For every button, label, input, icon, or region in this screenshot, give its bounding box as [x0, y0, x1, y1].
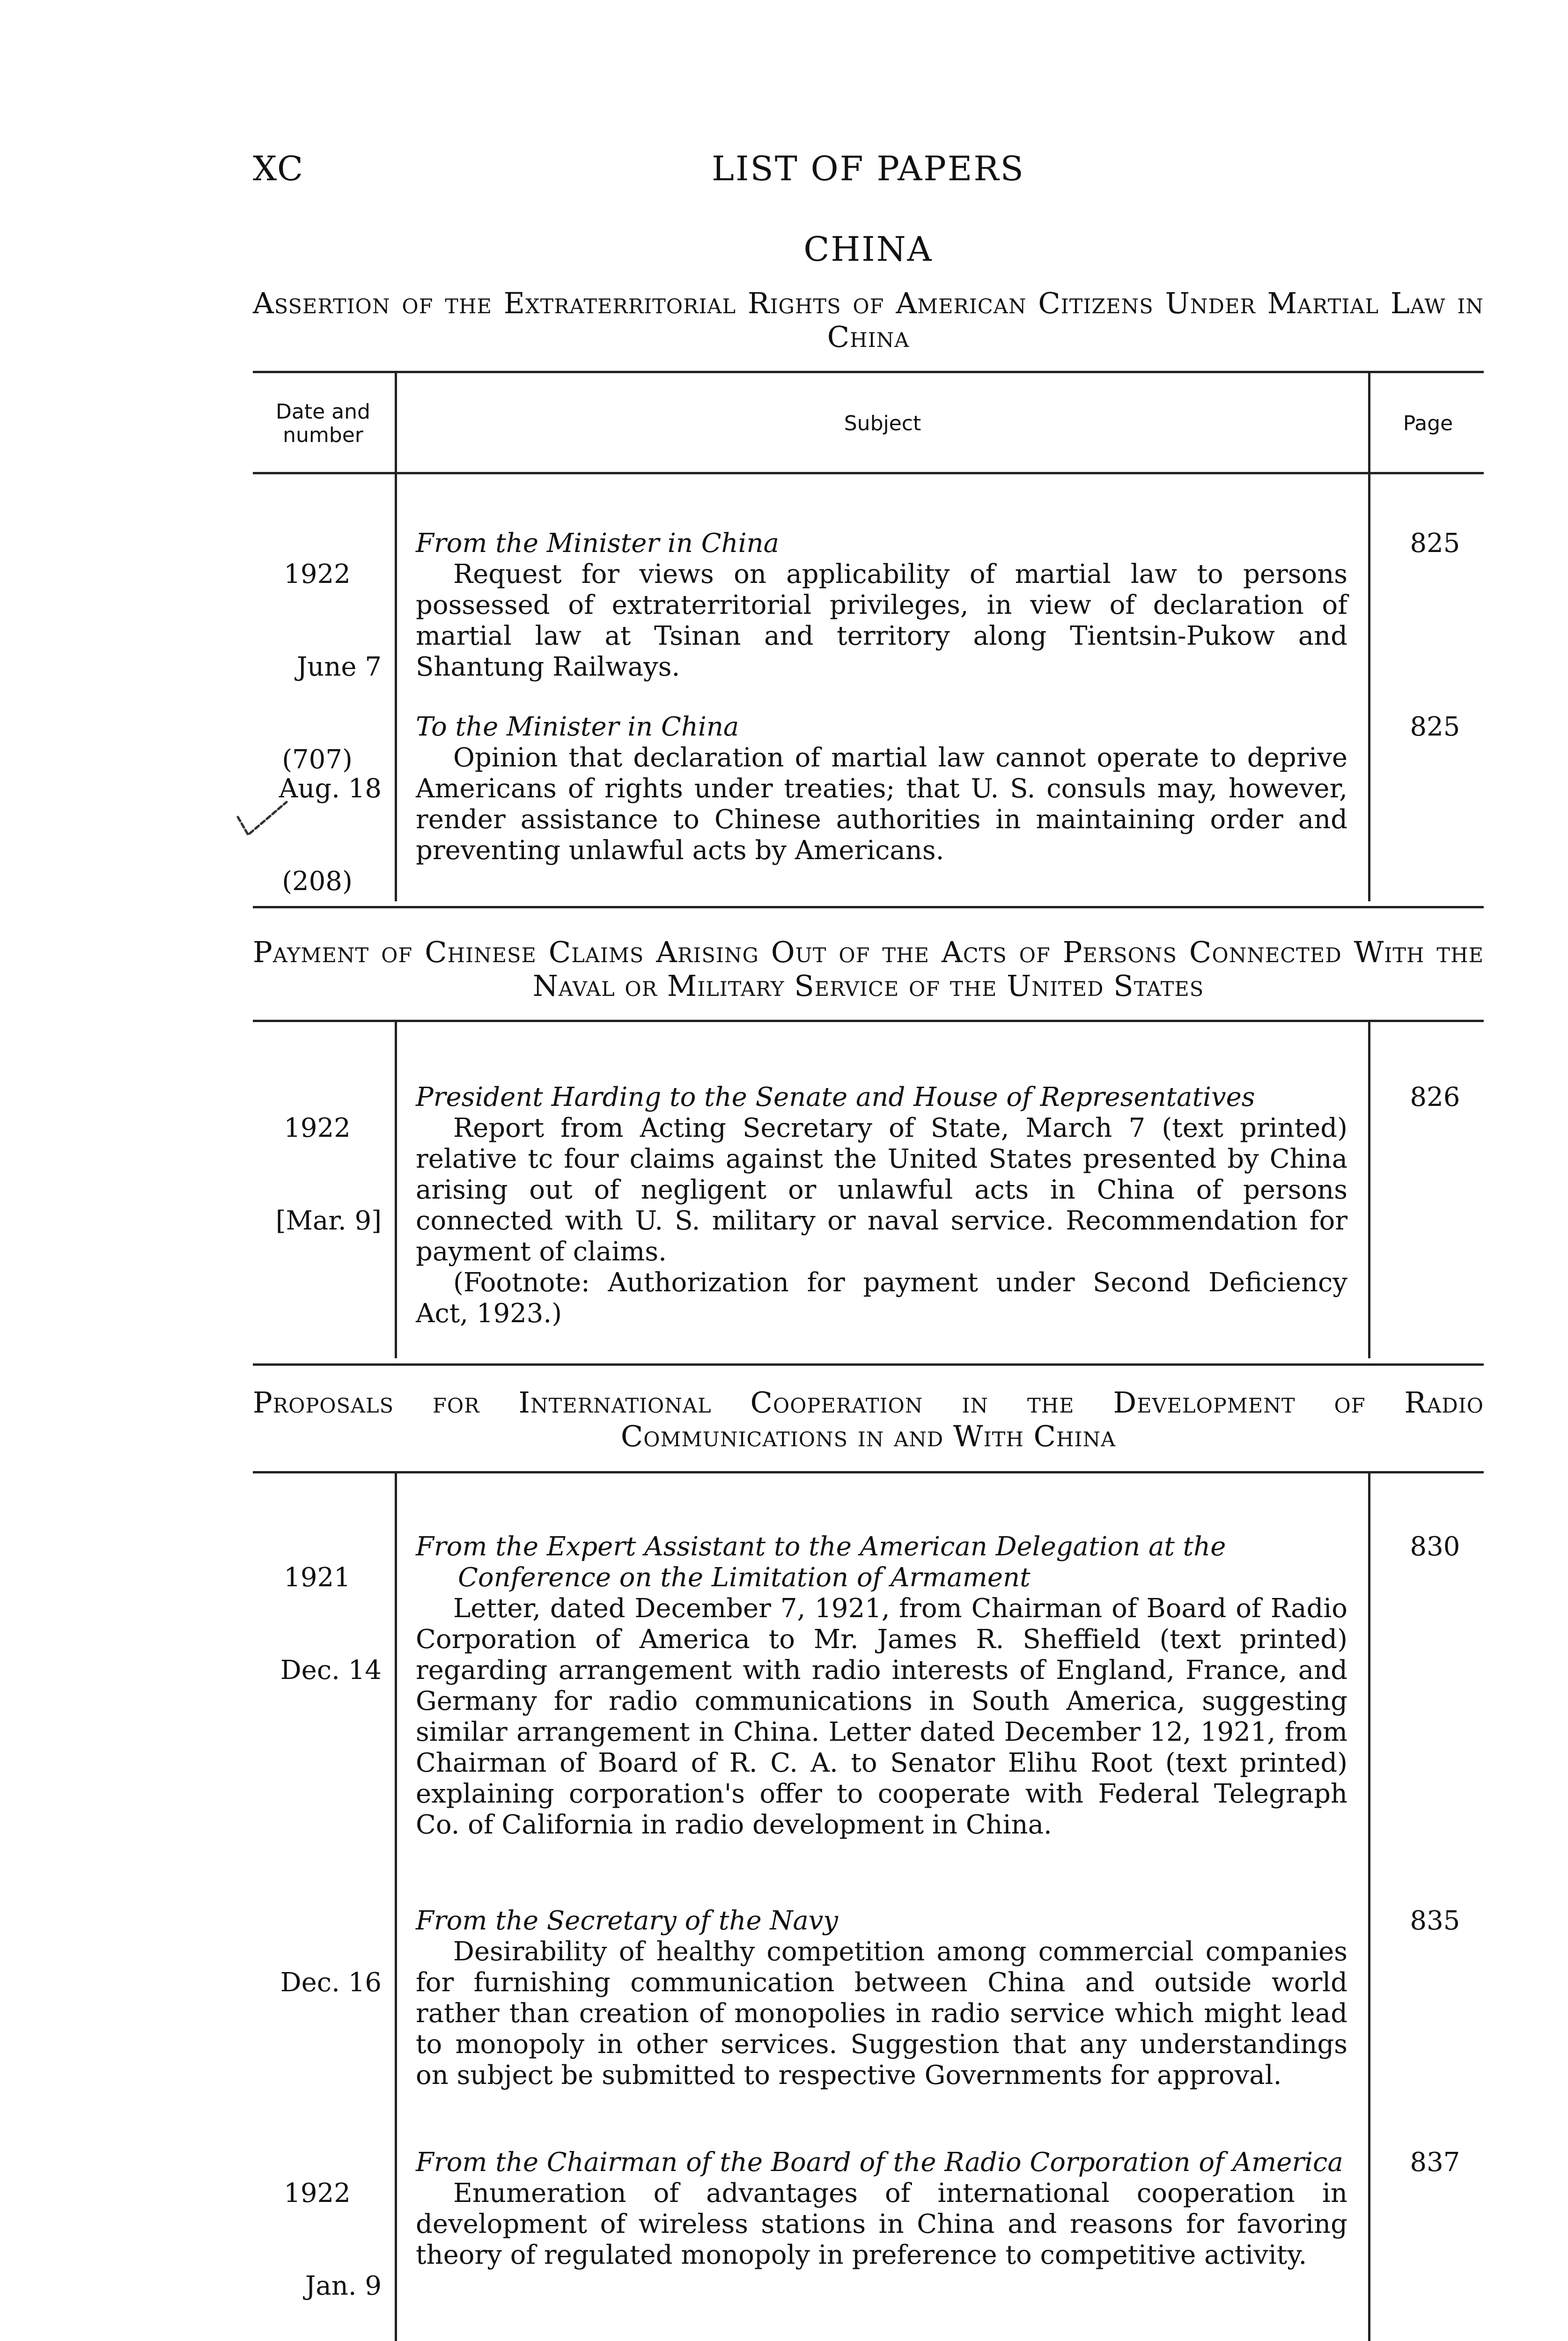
entry-day: Jan. 9 — [305, 2271, 382, 2301]
entry-from: From the Minister in China — [416, 528, 779, 559]
section-top-rule — [253, 1471, 1484, 1473]
column-divider — [1368, 372, 1370, 901]
entry-from: From the Chairman of the Board of the Radio Corporation of America — [416, 2147, 1343, 2178]
column-header-page: Page — [1403, 412, 1453, 435]
table-top-rule — [253, 371, 1484, 373]
entry-from: President Harding to the Senate and House of Representatives — [416, 1082, 1255, 1112]
entry-day: Dec. 14 — [280, 1655, 382, 1686]
entry-day: [Mar. 9] — [275, 1206, 382, 1236]
entry-summary: Opinion that declaration of martial law cannot operate to deprive Americans of rights under treaties; that U. S. consuls may, however, render assistance to Chinese authorities in maintaining order and preventing unlawful acts by Americans. — [416, 743, 1347, 866]
entry-year: 1922 — [284, 1113, 351, 1143]
section-heading: Payment of Chinese Claims Arising Out of the Acts of Persons Connected With the Naval or Military Service of the United States — [253, 935, 1484, 1003]
column-divider — [395, 372, 397, 901]
entry-subject — [416, 2147, 1347, 2271]
entry-year: 1922 — [284, 2178, 351, 2208]
section-end-rule — [253, 906, 1484, 908]
entry-day: June 7 — [296, 652, 382, 682]
running-header — [253, 149, 1484, 191]
entry-subject — [416, 1531, 1347, 1840]
column-divider — [395, 1021, 397, 1358]
section-heading: Proposals for International Cooperation in the Development of Radio Communications in and With China — [253, 1385, 1484, 1453]
column-divider — [395, 1472, 397, 2341]
entry-subject — [416, 1082, 1347, 1329]
country-heading: CHINA — [803, 229, 933, 269]
entry-page: 825 — [1410, 712, 1460, 742]
entry-date — [253, 1501, 382, 1748]
entry-page: 825 — [1410, 528, 1460, 559]
entry-date — [253, 2116, 382, 2341]
section-top-rule — [253, 1020, 1484, 1022]
column-divider — [1368, 1472, 1370, 2341]
entry-from: To the Minister in China — [416, 712, 739, 742]
entry-footnote: (Footnote: Authorization for payment under Second Deficiency Act, 1923.) — [416, 1267, 1347, 1329]
entry-date — [253, 1906, 382, 2060]
entry-number: (707) — [282, 744, 353, 775]
entry-number: (208) — [282, 866, 353, 897]
entry-page: 835 — [1410, 1906, 1460, 1936]
entry-day: Dec. 16 — [280, 1967, 382, 1998]
section-end-rule — [253, 1363, 1484, 1366]
entry-year: 1922 — [284, 559, 351, 589]
entry-page: 830 — [1410, 1531, 1460, 1562]
table-header-rule — [253, 472, 1484, 474]
entry-from: From the Secretary of the Navy — [416, 1906, 839, 1936]
column-divider — [1368, 1021, 1370, 1358]
entry-year: 1921 — [284, 1562, 351, 1593]
entry-day: Aug. 18 — [279, 773, 382, 804]
handwritten-check-mark-icon — [234, 798, 290, 840]
page-number: XC — [253, 149, 304, 188]
entry-summary: Enumeration of advantages of international cooperation in development of wireless stations in China and reasons for favoring theory of regulated monopoly in preference to competitive activity. — [416, 2178, 1347, 2270]
column-header-date: Date and number — [276, 400, 370, 447]
entry-subject — [416, 712, 1347, 866]
entry-summary: Desirability of healthy competition among commercial companies for furnishing communication between China and outside world rather than creation of monopolies in radio service which might lead to monopoly in other services. Suggestion that any understandings on subject be submitted to respective Governments for approval. — [416, 1936, 1347, 2091]
entry-page: 826 — [1410, 1082, 1460, 1112]
entry-date — [253, 1051, 382, 1298]
running-title: LIST OF PAPERS — [712, 149, 1025, 188]
section-heading: Assertion of the Extraterritorial Rights of American Citizens Under Martial Law in China — [253, 286, 1484, 354]
entry-summary: Request for views on applicability of martial law to persons possessed of extraterritorial privileges, in view of declaration of martial law at Tsinan and territory along Tientsin-Pukow and Shantung Railways. — [416, 559, 1347, 682]
entry-subject — [416, 528, 1347, 683]
entry-page: 837 — [1410, 2147, 1460, 2178]
entry-summary: Report from Acting Secretary of State, March 7 (text printed) relative tc four claims against the United States presented by China arising out of negligent or unlawful acts in China of persons connected with U. S. military or naval service. Recommendation for payment of claims. — [416, 1113, 1347, 1267]
column-header-subject: Subject — [844, 412, 921, 435]
entry-subject — [416, 1906, 1347, 2091]
entry-summary: Letter, dated December 7, 1921, from Chairman of Board of Radio Corporation of America to Mr. James R. Sheffield (text printed) regarding arrangement with radio interests of England, France, and Germany for radio communications in South America, suggesting similar arrangement in China. Letter dated December 12, 1921, from Chairman of Board of R. C. A. to Senator Elihu Root (text printed) explaining corporation's offer to cooperate with Federal Telegraph Co. of California in radio development in China. — [416, 1593, 1347, 1840]
entry-from: From the Expert Assistant to the American Delegation at the Conference on the Limitation of Armament — [416, 1531, 1226, 1593]
